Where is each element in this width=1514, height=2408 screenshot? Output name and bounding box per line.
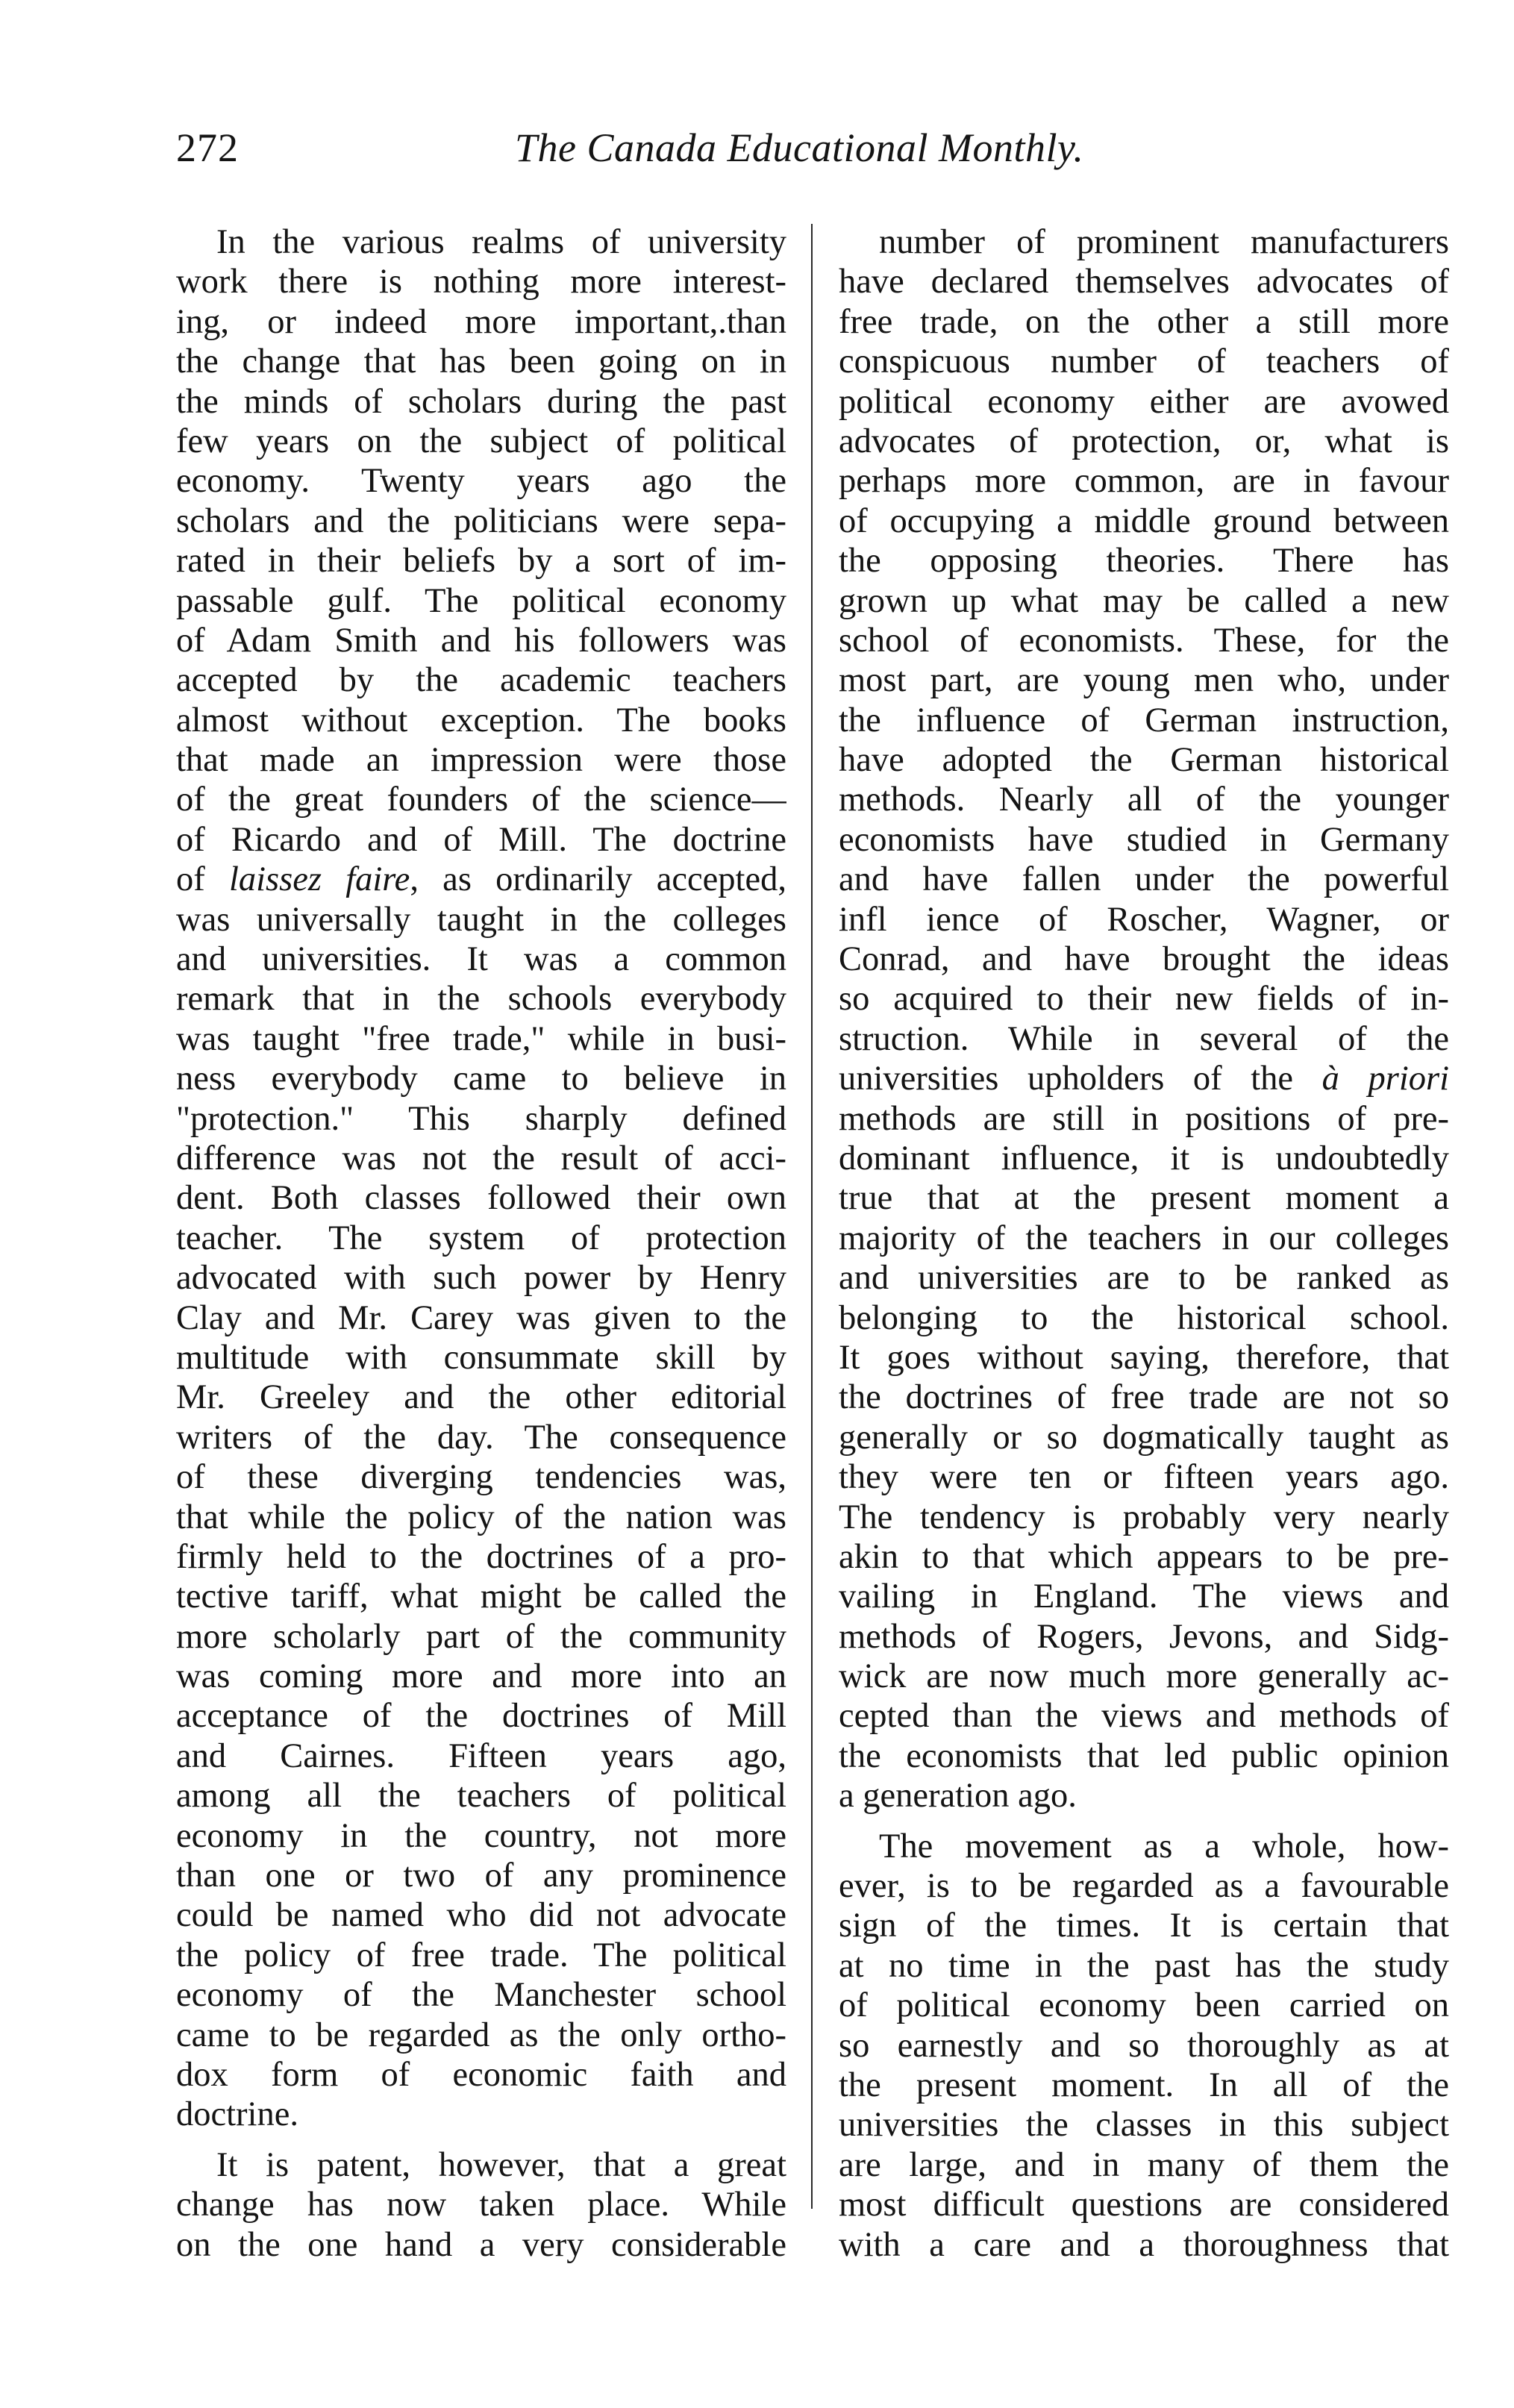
text-line: they were ten or fifteen years ago. [839, 1458, 1449, 1497]
text-line: advocated with such power by Henry [176, 1259, 786, 1298]
text-line: the doctrines of free trade are not so [839, 1378, 1449, 1417]
text-line: more scholarly part of the community [176, 1617, 786, 1656]
text-line: are large, and in many of them the [839, 2145, 1449, 2184]
text-line: methods of Rogers, Jevons, and Sidg- [839, 1617, 1449, 1656]
text-line: teacher. The system of protection [176, 1219, 786, 1257]
text-line: the opposing theories. There has [839, 542, 1449, 581]
text-line: a generation ago. [839, 1777, 1077, 1816]
text-line: ing, or indeed more important,.than [176, 302, 786, 341]
text-line: belonging to the historical school. [839, 1298, 1449, 1337]
text-line: It goes without saying, therefore, that [839, 1338, 1449, 1377]
left-column [176, 222, 786, 2265]
text-line: majority of the teachers in our colleges [839, 1219, 1449, 1257]
text-line: ness everybody came to believe in [176, 1060, 786, 1098]
text-line: most part, are young men who, under [839, 661, 1449, 700]
text-line: The movement as a whole, how- [879, 1827, 1449, 1866]
paragraph [839, 1827, 1449, 2265]
text-line: universities the classes in this subject [839, 2106, 1449, 2145]
text-line: scholars and the politicians were sepa- [176, 501, 786, 540]
text-line: passable gulf. The political economy [176, 581, 786, 620]
text-line: infl ience of Roscher, Wagner, or [839, 900, 1449, 939]
text-line: political economy either are avowed [839, 382, 1449, 421]
text-line: dent. Both classes followed their own [176, 1179, 786, 1218]
text-line: that made an impression were those [176, 741, 786, 780]
text-line: doctrine. [176, 2095, 298, 2134]
text-line: with a care and a thoroughness that [839, 2225, 1449, 2264]
text-line: grown up what may be called a new [839, 581, 1449, 620]
text-line: work there is nothing more interest- [176, 263, 786, 301]
text-line: so acquired to their new fields of in- [839, 980, 1449, 1019]
text-line: of Ricardo and of Mill. The doctrine [176, 820, 786, 859]
text-line: so earnestly and so thoroughly as at [839, 2026, 1449, 2065]
text-line: economists have studied in Germany [839, 820, 1449, 859]
text-line: cepted than the views and methods of [839, 1697, 1449, 1736]
text-line: the present moment. In all of the [839, 2065, 1449, 2104]
text-line: dominant influence, it is undoubtedly [839, 1139, 1449, 1178]
text-line: acceptance of the doctrines of Mill [176, 1697, 786, 1736]
text-line: true that at the present moment a [839, 1179, 1449, 1218]
paragraph [176, 2145, 786, 2265]
text-line: It is patent, however, that a great [216, 2145, 786, 2184]
text-line: of political economy been carried on [839, 1986, 1449, 2025]
text-line: school of economists. These, for the [839, 621, 1449, 660]
text-line: of these diverging tendencies was, [176, 1458, 786, 1497]
text-line: universities upholders of the à priori [839, 1060, 1449, 1098]
text-line: have adopted the German historical [839, 741, 1449, 780]
paragraph [839, 222, 1449, 1816]
text-line: vailing in England. The views and [839, 1577, 1449, 1616]
text-line: The tendency is probably very nearly [839, 1498, 1449, 1536]
text-line: ever, is to be regarded as a favourable [839, 1867, 1449, 1906]
text-line: and have fallen under the powerful [839, 860, 1449, 899]
text-line: was coming more and more into an [176, 1657, 786, 1696]
text-line: of the great founders of the science— [176, 781, 786, 819]
text-line: came to be regarded as the only ortho- [176, 2015, 786, 2054]
text-line: difference was not the result of acci- [176, 1139, 786, 1178]
text-line: free trade, on the other a still more [839, 302, 1449, 341]
text-line: was taught "free trade," while in busi- [176, 1019, 786, 1058]
text-line: economy in the country, not more [176, 1816, 786, 1855]
text-line: and universities. It was a common [176, 940, 786, 979]
text-line: change has now taken place. While [176, 2186, 786, 2224]
text-line: the policy of free trade. The political [176, 1936, 786, 1974]
text-line: the change that has been going on in [176, 343, 786, 381]
text-line: struction. While in several of the [839, 1019, 1449, 1058]
text-line: writers of the day. The consequence [176, 1418, 786, 1457]
text-line: Conrad, and have brought the ideas [839, 940, 1449, 979]
text-line: and universities are to be ranked as [839, 1259, 1449, 1298]
text-line: number of prominent manufacturers [879, 223, 1449, 261]
text-line: was universally taught in the colleges [176, 900, 786, 939]
text-line: the influence of German instruction, [839, 701, 1449, 739]
text-line: on the one hand a very considerable [176, 2225, 786, 2264]
text-line: remark that in the schools everybody [176, 980, 786, 1019]
text-line: accepted by the academic teachers [176, 661, 786, 700]
text-line: the economists that led public opinion [839, 1736, 1449, 1775]
text-line: and Cairnes. Fifteen years ago, [176, 1736, 786, 1775]
text-line: sign of the times. It is certain that [839, 1907, 1449, 1945]
text-line: few years on the subject of political [176, 422, 786, 460]
text-line: "protection." This sharply defined [176, 1099, 786, 1138]
text-line: generally or so dogmatically taught as [839, 1418, 1449, 1457]
text-line: the minds of scholars during the past [176, 382, 786, 421]
text-line: of laissez faire, as ordinarily accepted, [176, 860, 786, 899]
text-line: that while the policy of the nation was [176, 1498, 786, 1536]
text-line: economy of the Manchester school [176, 1976, 786, 2015]
page-number: 272 [176, 125, 239, 170]
text-line: economy. Twenty years ago the [176, 462, 786, 501]
text-line: of Adam Smith and his followers was [176, 621, 786, 660]
text-line: multitude with consummate skill by [176, 1338, 786, 1377]
text-line: akin to that which appears to be pre- [839, 1537, 1449, 1576]
text-line: wick are now much more generally ac- [839, 1657, 1449, 1696]
text-line: almost without exception. The books [176, 701, 786, 739]
text-line: among all the teachers of political [176, 1777, 786, 1816]
text-line: most difficult questions are considered [839, 2186, 1449, 2224]
text-line: rated in their beliefs by a sort of im- [176, 542, 786, 581]
text-line: than one or two of any prominence [176, 1857, 786, 1895]
text-line: have declared themselves advocates of [839, 263, 1449, 301]
text-line: dox form of economic faith and [176, 2055, 786, 2094]
paragraph [176, 222, 786, 2135]
text-line: tective tariff, what might be called the [176, 1577, 786, 1616]
text-line: firmly held to the doctrines of a pro- [176, 1537, 786, 1576]
running-head: The Canada Educational Monthly. [515, 125, 1084, 170]
text-line: advocates of protection, or, what is [839, 422, 1449, 460]
text-line: In the various realms of university [216, 223, 786, 261]
text-line: at no time in the past has the study [839, 1946, 1449, 1985]
text-line: Clay and Mr. Carey was given to the [176, 1298, 786, 1337]
text-line: perhaps more common, are in favour [839, 462, 1449, 501]
text-line: Mr. Greeley and the other editorial [176, 1378, 786, 1417]
right-column [839, 222, 1449, 2265]
text-line: of occupying a middle ground between [839, 501, 1449, 540]
text-line: methods. Nearly all of the younger [839, 781, 1449, 819]
column-divider [811, 224, 813, 2209]
text-line: conspicuous number of teachers of [839, 343, 1449, 381]
text-line: could be named who did not advocate [176, 1896, 786, 1935]
text-line: methods are still in positions of pre- [839, 1099, 1449, 1138]
